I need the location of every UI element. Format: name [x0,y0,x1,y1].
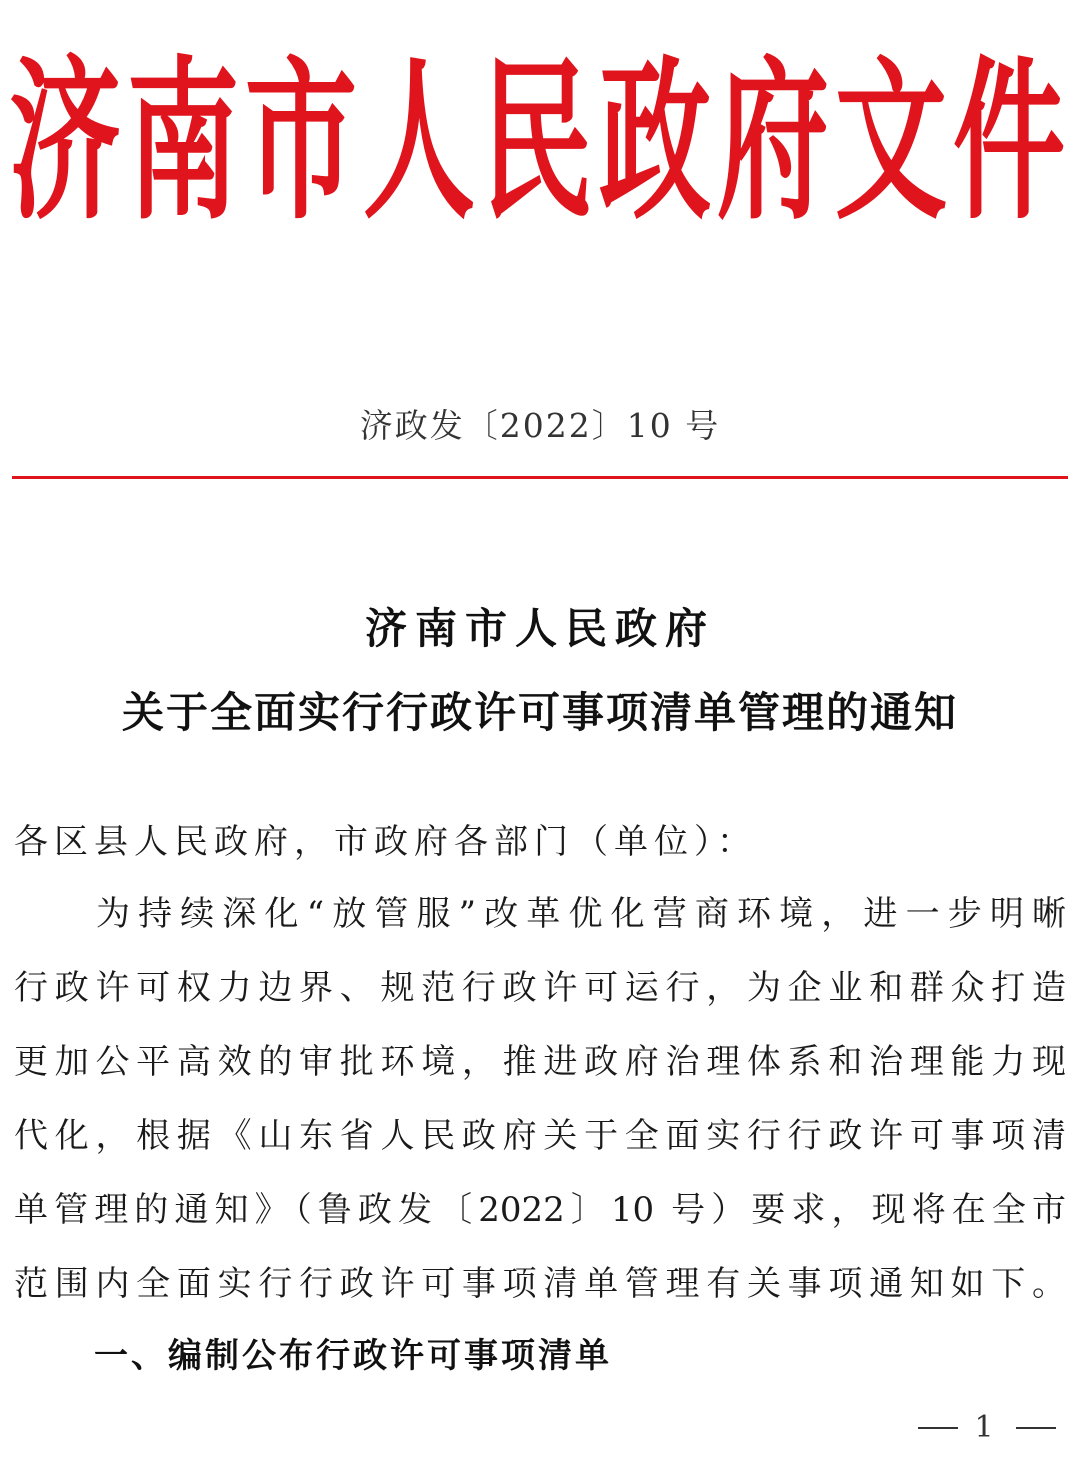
section-heading: 一、编制公布行政许可事项清单 [94,1336,612,1376]
masthead-title: 济南市人民政府文件 [9,40,1071,244]
notice-title-line-1: 济南市人民政府 [364,604,715,653]
body-paragraph-line: 更加公平高效的审批环境，推进政府治理体系和治理能力现 [14,1042,1066,1082]
body-paragraph-line: 代化，根据《山东省人民政府关于全面实行行政许可事项清 [14,1116,1066,1156]
body-paragraph-line: 行政许可权力边界、规范行政许可运行，为企业和群众打造 [14,968,1066,1008]
body-paragraph-line: 为持续深化“放管服”改革优化营商环境，进一步明晰 [96,894,1066,934]
document-number: 济政发〔2022〕10 号 [359,406,721,445]
notice-title-line-2: 关于全面实行行政许可事项清单管理的通知 [121,688,958,737]
red-separator-line [12,476,1068,479]
page-number-footer [0,1406,1080,1450]
page-number-dash-right [1016,1427,1056,1429]
page-number: 1 [974,1410,994,1445]
body-paragraph-line: 单管理的通知》（鲁政发〔2022〕10 号）要求，现将在全市 [14,1190,1066,1230]
addressee: 各区县人民政府，市政府各部门（单位）： [14,822,757,862]
body-paragraph-line: 范围内全面实行行政许可事项清单管理有关事项通知如下。 [14,1264,1066,1304]
page-number-dash-left [918,1427,958,1429]
